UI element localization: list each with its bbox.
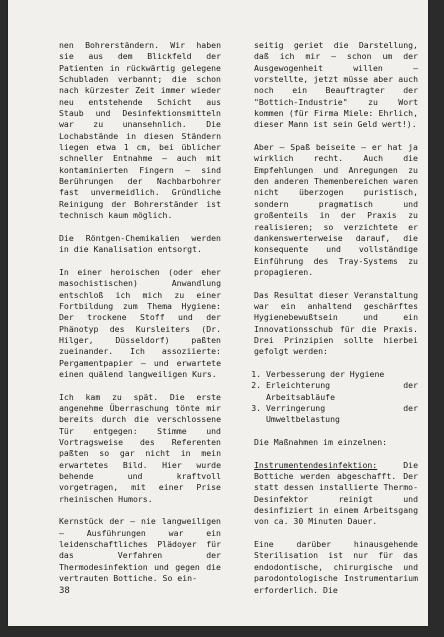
- section-heading: Instrumentendesinfektion:: [254, 459, 378, 470]
- paragraph: Aber – Spaß beiseite – er hat ja wirklich recht. Auch die Empfehlungen und Anregungen zu den anderen Themenbereichen waren nicht überzogen puristisch, sondern pragmatisch und großenteils in der Praxis zu realisieren; so verzichtete er dankenswerterweise darauf, die konsequente und vollständige Einführung des Tray-Systems zu propagieren.: [254, 142, 418, 277]
- paragraph: Kernstück der – nie langweiligen – Ausführungen war ein leidenschaftliches Plädoyer für das Verfahren der Thermodesinfektion und gegen die vertrauten Bottiche. So ein-: [59, 516, 221, 584]
- left-column: [59, 40, 221, 596]
- paragraph: [254, 460, 418, 528]
- section-body: Die Bottiche werden abgeschafft. Der statt dessen installierte Thermo-Desinfektor reinigt und desinfiziert in einem Arbeitsgang von ca. 30 Minuten Dauer.: [254, 459, 418, 527]
- paragraph: In einer heroischen (oder eher masochistischen) Anwandlung entschloß ich mich zu einer Fortbildung zum Thema Hygiene: Der trockene Stoff und der Phänotyp des Kursleiters (Dr. Hilger, Düsseldorf) paßten zueinander. Ich assoziierte: Pergamentpapier – und erwartete einen quälend langweiligen Kurs.: [59, 266, 221, 379]
- paragraph: Das Resultat dieser Veranstaltung war ein anhaltend geschärftes Hygienebewußtsein und ein Innovationsschub für die Praxis. Drei Prinzipien sollte hierbei gefolgt werden:: [254, 289, 418, 357]
- list-item: 3. Verringerung der Umweltbelastung: [266, 403, 418, 426]
- page-number: 38: [59, 586, 70, 596]
- paragraph: Eine darüber hinausgehende Sterilisation ist nur für das endodontische, chirurgische und parodontologische Instrumentarium erforderlich. Die: [254, 539, 418, 595]
- paragraph: Die Maßnahmen im einzelnen:: [254, 437, 388, 448]
- principles-list: [254, 369, 418, 426]
- paragraph: seitig geriet die Darstellung, daß ich mir – schon um der Ausgewogenheit willen – vorstellte, jetzt müsse aber auch noch ein Beauftragter der "Bottich-Industrie" zu Wort kommen (für Firma Miele: Ehrlich, dieser Mann ist sein Geld wert!).: [254, 40, 418, 130]
- paragraph: Ich kam zu spät. Die erste angenehme Überraschung tönte mir bereits durch die verschlossene Tür entgegen: Stimme und Vortragsweise des Referenten paßten so gar nicht in mein erwartetes Bild. Hier wurde behende und kraftvoll vorgetragen, mit einer Prise rheinischen Humors.: [59, 391, 221, 504]
- paragraph: nen Bohrerständern. Wir haben sie aus dem Blickfeld der Patienten in rückwärtig gelegene Schubladen verbannt; die schon nach kürzester Zeit immer wieder neu entstehende Schicht aus Staub und Desinfektionsmitteln war zu unansehnlich. Die Lochabstände in diesen Ständern liegen etwa 1 cm, bei üblicher schneller Entnahme – auch mit kontaminierten Fingern – sind Berührungen der Nachbarbohrer fast unvermeidlich. Gründliche Reinigung der Bohrerständer ist technisch kaum möglich.: [59, 40, 221, 221]
- document-page: [8, 0, 428, 626]
- paragraph: Die Röntgen-Chemikalien werden in die Kanalisation entsorgt.: [59, 232, 221, 255]
- list-item: 1. Verbesserung der Hygiene: [266, 369, 418, 380]
- right-column: [254, 40, 418, 607]
- list-item: 2. Erleichterung der Arbeitsabläufe: [266, 380, 418, 403]
